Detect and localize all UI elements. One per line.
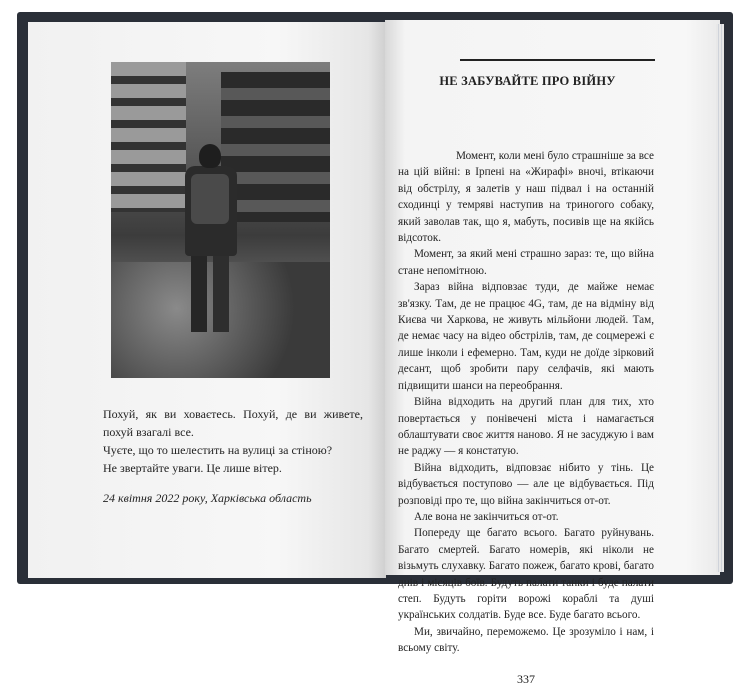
soldier-leg bbox=[191, 254, 207, 332]
paragraph: Зараз війна відповзає туди, де майже немає зв'язку. Там, де не працює 4G, там, де на відміну від Києва чи Харкова, не живуть мільйони людей. Там, де немає часу на відео обстрілів, там, де соцмережі є лише інколи і ефемерно. Там, куди не доїде зірковий десант, щоб зробити пару селфачів, які мають підвищити шанси на переобрання. bbox=[398, 281, 654, 392]
soldier-backpack bbox=[191, 174, 229, 224]
soldier-head bbox=[199, 144, 221, 168]
paragraph: Момент, коли мені було страшніше за все на цій війні: в Ірпені на «Жирафі» вночі, втікаючи від обстрілу, я залетів у наш підвал і на останній сходинці у темряві наступив на триногого собаку, який заволав так, що я, мабуть, посивів ще на якійсь відсоток. bbox=[398, 150, 654, 245]
chapter-heading: НЕ ЗАБУВАЙТЕ ПРО ВІЙНУ bbox=[439, 74, 616, 88]
paragraph: Попереду ще багато всього. Багато руйнувань. Багато смертей. Багато номерів, які ніколи не візьмуть слухавку. Багато пожеж, багато крові, багато днів і місяців боїв. Будуть палати танки і буде палати степ. Будуть горіти ворожі кораблі та душі українських солдатів. Буде все. Буде багато всього. bbox=[398, 527, 654, 622]
page-number: 337 bbox=[517, 671, 535, 686]
paragraph: Похуй, як ви ховаєтесь. Похуй, де ви живете, похуй взагалі все. bbox=[103, 407, 363, 439]
paragraph: Чуєте, що то шелестить на вулиці за стіною? bbox=[103, 443, 333, 457]
paragraph: Війна відходить на другий план для тих, хто повертається у понівечені міста і намагається облаштувати своє життя наново. Я не засуджую і вам не раджу — я констатую. bbox=[398, 396, 654, 458]
date-line: 24 квітня 2022 року, Харківська область bbox=[103, 491, 312, 505]
paragraph: Але вона не закінчиться от-от. bbox=[414, 510, 559, 523]
soldier-figure bbox=[179, 144, 241, 334]
building-ruin bbox=[111, 62, 186, 212]
page-edges bbox=[716, 24, 724, 572]
paragraph: Не звертайте уваги. Це лише вітер. bbox=[103, 461, 282, 475]
right-page-text bbox=[398, 148, 654, 687]
heading-rule bbox=[460, 59, 655, 61]
paragraph: Момент, за який мені страшно зараз: те, що війна стане непомітною. bbox=[398, 248, 654, 277]
paragraph: Ми, звичайно, переможемо. Це зрозуміло і нам, і всьому світу. bbox=[398, 625, 654, 655]
paragraph: Війна відходить, відповзає нібито у тінь. Це відбувається поступово — але це відбувається. Під розповіді про те, що війна закінчиться от-от. bbox=[398, 461, 654, 507]
left-page-text bbox=[103, 405, 363, 507]
war-photo bbox=[111, 62, 330, 378]
soldier-leg bbox=[213, 254, 229, 332]
